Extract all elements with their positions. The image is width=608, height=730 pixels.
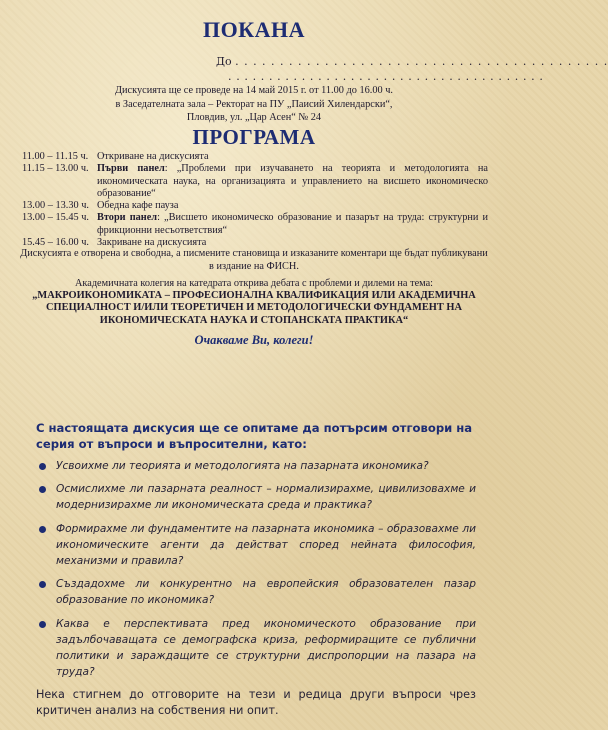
program-row [22, 163, 488, 200]
bullet-icon [39, 621, 46, 628]
invitation-title: ПОКАНА [202, 17, 306, 42]
question-text: Осмислихме ли пазарната реалност – нормализирахме, цивилизовахме и модернизирахме ли икономическата среда и практика? [56, 483, 476, 512]
program-row [22, 212, 488, 237]
question-item [36, 576, 476, 608]
program-description [97, 212, 488, 237]
program-row [22, 151, 488, 163]
discussion-topic: „МАКРОИКОНОМИКАТА – ПРОФЕСИОНАЛНА КВАЛИФИКАЦИЯ ИЛИ АКАДЕМИЧНА СПЕЦИАЛНОСТ И/ИЛИ ТЕОРЕТИЧЕН И МЕТОДОЛОГИЧЕСКИ ФУНДАМЕНТ НА ИКОНОМИЧЕСКАТА НАУКА И СТОПАНСКАТА ПРАКТИКА“ [32, 290, 476, 326]
program-list [22, 151, 488, 249]
questions-section [36, 420, 476, 719]
program-description [97, 151, 488, 163]
questions-lead: С настоящата дискусия ще се опитаме да потърсим отговори на серия от въпроси и въпросителни, като: [36, 421, 473, 451]
program-time: 15.45 – 16.00 ч. [22, 237, 89, 249]
bullet-icon [39, 486, 46, 493]
question-text: Създадохме ли конкурентно на европейския образователен пазар образование по икономика? [56, 578, 476, 607]
question-item [36, 481, 476, 513]
question-item [36, 458, 476, 474]
program-time: 11.15 – 13.00 ч. [22, 163, 89, 175]
venue-place: в Заседателната зала – Ректорат на ПУ „Паисий Хилендарски“, [115, 98, 393, 110]
program-text: Откриване на дискусията [97, 151, 209, 162]
question-text: Формирахме ли фундаментите на пазарната икономика – образовахме ли икономическите агенти да действат според нейната философия, механизми и правила? [56, 522, 476, 568]
question-text: Каква е перспективата пред икономическото образование при задълбочаващата се демографска криза, реформиращите се публични политики и зараждащите се структурни диспропорции на пазара на труда? [56, 617, 476, 679]
question-item [36, 521, 476, 570]
venue-date: Дискусията ще се проведе на 14 май 2015 г. от 11.00 до 16.00 ч. [115, 85, 393, 96]
program-description [97, 200, 488, 212]
program-text: : „Висшето икономическо образование и пазарът на труда: структурни и фрикционни несъответствия“ [97, 212, 488, 236]
question-item [36, 616, 476, 681]
greeting: Очакваме Ви, колеги! [194, 333, 314, 347]
program-text: Закриване на дискусията [97, 237, 207, 249]
closing-text: Нека стигнем до отговорите на тези и редица други въпроси чрез критичен анализ на собствения ни опит. [36, 688, 476, 718]
recipient-label: До [216, 55, 232, 68]
bullet-icon [39, 526, 46, 533]
recipient-dots-2: . . . . . . . . . . . . . . . . . . . . . . . . . . . . . . . . . . . . . . . [228, 70, 544, 83]
venue-block [0, 84, 508, 125]
program-title: ПРОГРАМА [192, 125, 316, 149]
topic-intro: Академичната колегия на катедрата открива дебата с проблеми и дилеми на тема: [74, 278, 434, 289]
program-time: 11.00 – 11.15 ч. [22, 151, 89, 162]
questions-list [36, 458, 476, 680]
program-text: Обедна кафе пауза [97, 200, 179, 212]
question-text: Усвоихме ли теорията и методологията на пазарната икономика? [56, 460, 429, 472]
program-description [97, 163, 488, 200]
venue-address: Пловдив, ул. „Цар Асен“ № 24 [186, 112, 322, 123]
recipient-dots: . . . . . . . . . . . . . . . . . . . . . . . . . . . . . . . . . . . . . . . . . . [235, 55, 608, 68]
panel-label: Втори панел [97, 212, 158, 224]
program-time: 13.00 – 15.45 ч. [22, 212, 89, 224]
bullet-icon [39, 581, 46, 588]
program-text: : „Проблеми при изучаването на теорията и методологията на икономическата наука, на организацията и управлението на висшето икономическо образование“ [97, 163, 489, 199]
discussion-note: Дискусията е отворена и свободна, а писмените становища и изказаните коментари ще бъдат публикувани в издание на ФИСН. [20, 248, 488, 272]
panel-label: Първи панел [97, 163, 165, 175]
program-time: 13.00 – 13.30 ч. [22, 200, 89, 212]
bullet-icon [39, 463, 46, 470]
program-row [22, 200, 488, 212]
recipient-line [216, 55, 608, 68]
